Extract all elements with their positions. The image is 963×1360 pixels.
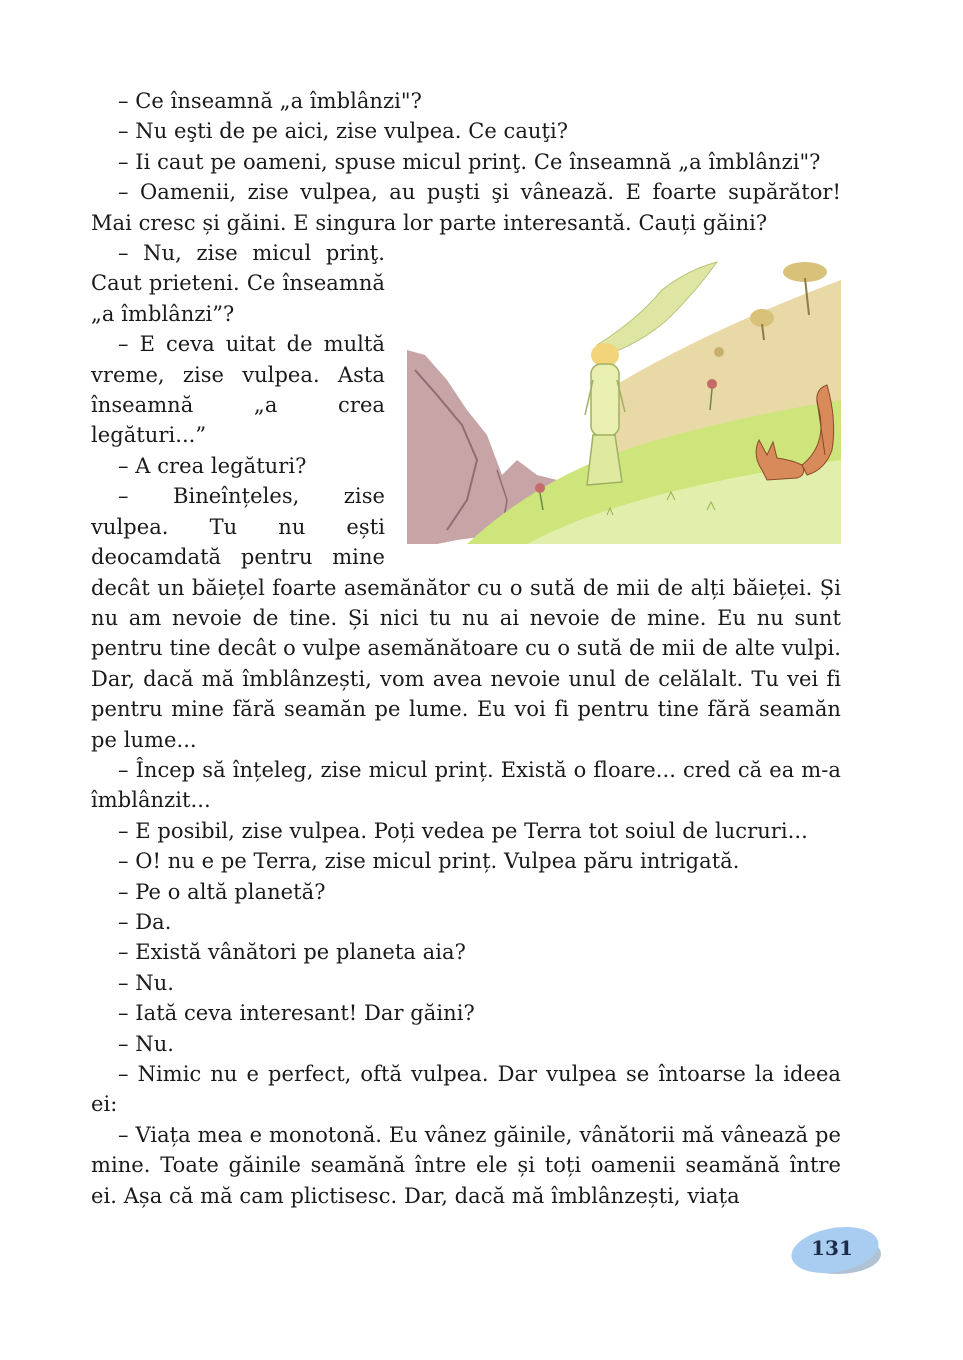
paragraph: – Nu eşti de pe aici, zise vulpea. Ce cauţi? [118, 119, 569, 144]
paragraph: – Încep să înțeleg, zise micul prinț. Există o floare... cred că ea m-a îmblânzit... [91, 757, 841, 813]
paragraph: – E posibil, zise vulpea. Poți vedea pe Terra tot soiul de lucruri... [118, 818, 808, 843]
paragraph: – Ii caut pe oameni, spuse micul prinţ. Ce înseamnă „a îmblânzi"? [118, 149, 821, 174]
paragraph: – Viața mea e monotonă. Eu vânez găinile, vânătorii mă vânează pe mine. Toate găinile seamănă între ele și toți oamenii seamănă între ei. Așa că mă cam plictisesc. Dar, dacă mă îmblânzești, viața [91, 1122, 841, 1208]
paragraph: – Nu, zise micul prinţ. Caut prieteni. Ce înseamnă „a îmblânzi”? [91, 241, 385, 326]
paragraph: – O! nu e pe Terra, zise micul prinț. Vulpea păru intrigată. [118, 849, 740, 874]
paragraph: – Ce înseamnă „a îmblânzi"? [118, 89, 422, 113]
little-prince-fox-illustration [407, 260, 841, 544]
paragraph: – A crea legături? [118, 453, 307, 478]
paragraph: – Există vânători pe planeta aia? [118, 940, 466, 965]
paragraph: – Pe o altă planetă? [118, 879, 326, 904]
paragraph: – Oamenii, zise vulpea, au puşti şi vânează. E foarte supărător! Mai cresc și găini. E singura lor parte interesantă. Cauți găini? [91, 180, 841, 235]
paragraph: – Da. [118, 909, 172, 934]
paragraph: – E ceva uitat de multă vreme, zise vulpea. Asta înseamnă „a crea legături...” [91, 332, 385, 448]
paragraph: – Nimic nu e perfect, oftă vulpea. Dar vulpea se întoarse la ideea ei: [91, 1062, 841, 1117]
paragraph: – Nu. [118, 1031, 175, 1056]
paragraph: – Nu. [118, 970, 175, 995]
paragraph: – Iată ceva interesant! Dar găini? [118, 1001, 475, 1026]
page-number: 131 [811, 1236, 853, 1260]
paragraph: – Bineînțeles, zise vulpea. Tu nu ești deocamdată pentru mine decât un băiețel foarte asemănător cu o sută de mii de alți băieței. Și nu am nevoie de tine. Și nici tu nu ai nevoie de mine. Eu nu sunt pentru tine decât o vulpe asemănătoare cu o sută de mii de alte vulpi. Dar, dacă mă îmblânzești, vom avea nevoie unul de celălalt. Tu vei fi pentru mine fără seamăn pe lume. Eu voi fi pentru tine fără seamăn pe lume... [91, 484, 841, 752]
page-content [91, 86, 841, 1211]
